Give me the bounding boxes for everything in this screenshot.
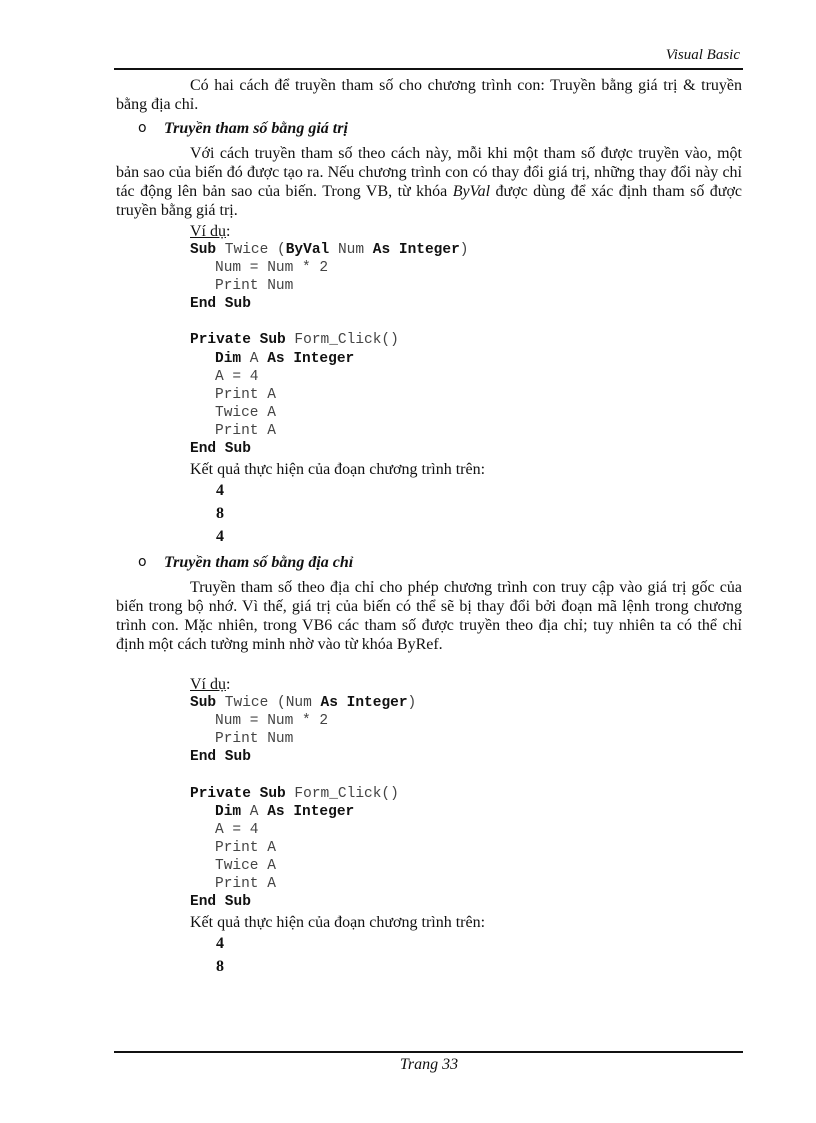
byref-code-block bbox=[116, 694, 742, 911]
code-line: Twice A bbox=[215, 404, 276, 421]
code-line: Print A bbox=[215, 422, 276, 439]
example-label-text: Ví dụ bbox=[190, 223, 226, 240]
code-text: A bbox=[241, 350, 268, 367]
code-line: Print Num bbox=[215, 278, 294, 295]
code-keyword: ByVal bbox=[285, 242, 330, 258]
code-keyword: Dim bbox=[215, 803, 242, 820]
code-line bbox=[190, 331, 742, 349]
code-line bbox=[190, 694, 742, 712]
code-line: Print Num bbox=[215, 731, 294, 748]
spacer bbox=[116, 654, 742, 673]
byref-outputs bbox=[116, 932, 742, 978]
code-text: Twice (Num bbox=[216, 695, 321, 712]
code-keyword: Sub bbox=[190, 242, 217, 258]
byval-code-block bbox=[116, 241, 742, 458]
code-keyword: As Integer bbox=[267, 803, 355, 820]
running-header-title: Visual Basic bbox=[665, 47, 740, 63]
code-keyword: Private Sub bbox=[190, 785, 286, 802]
output-value: 8 bbox=[216, 958, 224, 976]
code-line bbox=[215, 350, 742, 368]
header-rule bbox=[114, 68, 743, 70]
byval-heading bbox=[116, 119, 742, 139]
code-line: Twice A bbox=[215, 857, 276, 874]
output-value: 4 bbox=[216, 935, 224, 953]
code-line: Print A bbox=[215, 839, 276, 856]
page-number: Trang 33 bbox=[399, 1056, 459, 1073]
code-blank-line bbox=[116, 313, 742, 331]
byval-para-after: được dùng để xác định tham số được truyền bằng giá trị. bbox=[116, 183, 743, 219]
page-content bbox=[116, 76, 742, 978]
code-text: Form_Click() bbox=[285, 332, 399, 349]
example-label-text: Ví dụ bbox=[190, 676, 226, 694]
code-keyword: End Sub bbox=[190, 296, 251, 313]
code-line: A = 4 bbox=[215, 821, 259, 838]
code-line bbox=[190, 748, 742, 766]
code-line: Num = Num * 2 bbox=[215, 260, 329, 277]
bullet-circle-icon: o bbox=[138, 554, 147, 571]
code-keyword: As Integer bbox=[320, 695, 408, 712]
byval-para-before: Với cách truyền tham số theo cách này, mỗi khi một tham số được truyền vào, một bản sao của biến đó được tạo ra. Nếu chương trình con có thay đổi giá trị, những thay đổi này chỉ tác động lên bản sao của biến. Trong VB, từ khóa bbox=[116, 145, 742, 200]
code-text: Twice ( bbox=[216, 242, 286, 258]
code-text: A bbox=[241, 803, 268, 820]
output-value: 4 bbox=[216, 482, 224, 500]
code-keyword: Dim bbox=[215, 350, 242, 367]
intro-paragraph: Có hai cách để truyền tham số cho chương trình con: Truyền bằng giá trị & truyền bằng địa chỉ. bbox=[116, 77, 742, 113]
code-keyword: End Sub bbox=[190, 894, 251, 911]
code-text: Form_Click() bbox=[285, 785, 399, 802]
code-keyword: End Sub bbox=[190, 749, 251, 766]
code-line bbox=[215, 803, 742, 821]
byval-result-label: Kết quả thực hiện của đoạn chương trình trên: bbox=[190, 461, 486, 479]
byval-outputs bbox=[116, 479, 742, 548]
example-label-colon: : bbox=[226, 676, 231, 694]
code-text: ) bbox=[407, 695, 417, 712]
code-line bbox=[190, 241, 742, 259]
code-keyword: End Sub bbox=[190, 441, 251, 458]
output-value: 4 bbox=[216, 528, 224, 546]
byref-example-label bbox=[190, 675, 742, 694]
output-value: 8 bbox=[216, 505, 224, 523]
code-blank-line bbox=[116, 767, 742, 785]
byval-heading-text: Truyền tham số bằng giá trị bbox=[164, 120, 348, 137]
footer-rule bbox=[114, 1051, 743, 1053]
code-line: A = 4 bbox=[215, 368, 259, 385]
byref-result-label: Kết quả thực hiện của đoạn chương trình trên: bbox=[190, 914, 486, 932]
code-line: Print A bbox=[215, 386, 276, 403]
code-text: ) bbox=[459, 242, 469, 258]
byval-keyword: ByVal bbox=[452, 183, 491, 200]
code-line bbox=[190, 893, 742, 911]
code-keyword: As Integer bbox=[267, 350, 355, 367]
code-line bbox=[190, 295, 742, 313]
code-line: Num = Num * 2 bbox=[215, 713, 329, 730]
code-line bbox=[190, 440, 742, 458]
bullet-circle-icon: o bbox=[138, 120, 147, 136]
code-keyword: Private Sub bbox=[190, 332, 286, 349]
code-line: Print A bbox=[215, 876, 276, 893]
byval-paragraph bbox=[116, 144, 742, 220]
example-label-colon: : bbox=[226, 223, 231, 240]
code-text: Num bbox=[329, 242, 373, 258]
byref-paragraph: Truyền tham số theo địa chỉ cho phép chương trình con truy cập vào giá trị gốc của biến trong bộ nhớ. Vì thế, giá trị của biến có thể sẽ bị thay đổi bởi đoạn mã lệnh trong chương trình con. Mặc nhiên, trong VB6 các tham số được truyền theo địa chỉ; tuy nhiên ta có thể chỉ định một cách tường minh nhờ vào từ khóa ByRef. bbox=[116, 579, 742, 654]
byref-heading bbox=[116, 553, 742, 573]
code-keyword: As Integer bbox=[372, 242, 460, 258]
code-keyword: Sub bbox=[190, 695, 217, 712]
byref-heading-text: Truyền tham số bằng địa chỉ bbox=[164, 554, 354, 572]
byval-example-label bbox=[190, 222, 742, 241]
code-line bbox=[190, 785, 742, 803]
